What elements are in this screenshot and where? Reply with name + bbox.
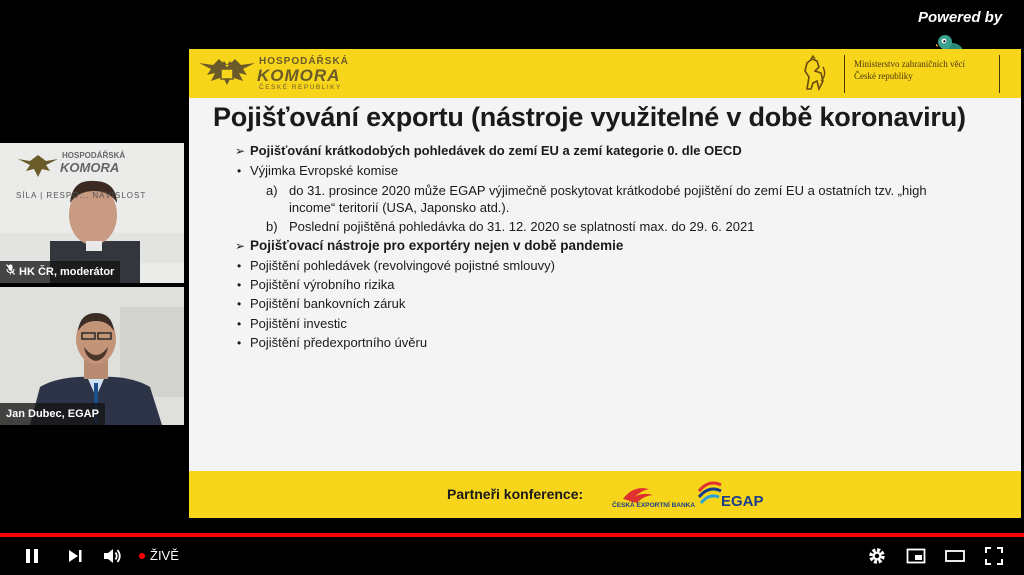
miniplayer-icon[interactable] [906,546,926,566]
ministry-name-line1: Ministerstvo zahraničních věcí [854,59,965,69]
list-marker: a) [266,183,278,198]
theater-mode-icon[interactable] [945,546,965,566]
backdrop-text-line3: SÍLA | RESPO... NÁVISLOST [16,191,147,200]
list-item: do 31. prosince 2020 může EGAP výjimečně poskytovat krátkodobé pojištění do zemí EU a ostatních tzv. „high [289,183,927,198]
pause-icon[interactable] [22,546,42,566]
next-icon[interactable] [65,546,85,566]
participant-tile-speaker [0,287,184,425]
participant-tile-moderator [0,143,184,283]
list-item: Pojištění předexportního úvěru [250,335,428,350]
komora-line3: ČESKÉ REPUBLIKY [259,84,342,91]
slide-footer [189,471,1021,518]
presentation-slide [189,49,1021,518]
list-marker: • [237,259,242,273]
progress-bar[interactable] [0,533,1024,537]
list-item: Poslední pojištěná pohledávka do 31. 12. 2020 se splatností max. do 29. 6. 2021 [289,219,755,234]
list-marker: • [237,317,242,331]
list-marker: • [237,164,242,178]
komora-line1: HOSPODÁŘSKÁ [259,56,349,67]
list-marker: • [237,278,242,292]
list-item: Výjimka Evropské komise [250,163,399,178]
list-item: income“ teritorií (USA, Japonsko atd.). [289,200,510,215]
volume-icon[interactable] [102,546,122,566]
ministry-divider-right [999,55,1000,93]
list-item: Pojištění bankovních záruk [250,296,406,311]
participant-name: Jan Dubec, EGAP [6,408,99,420]
ceb-name: ČESKÁ EXPORTNÍ BANKA [612,502,696,509]
komora-eagle-logo-icon [197,55,257,93]
slide-title: Pojišťování exportu (nástroje využitelné v době koronaviru) [213,102,966,132]
partners-label: Partneři konference: [447,486,584,502]
backdrop-text-line1: HOSPODÁŘSKÁ [62,151,126,160]
czech-lion-emblem-icon [799,55,829,93]
mic-muted-icon [6,264,15,275]
live-indicator-dot [139,553,145,559]
powered-by-label: Powered by [918,9,1003,26]
settings-icon[interactable] [867,546,887,566]
list-marker: ➢ [235,239,246,253]
participant-label [0,403,105,425]
ministry-name-line2: České republiky [854,71,913,81]
list-item: Pojištění pohledávek (revolvingové pojistné smlouvy) [250,258,555,273]
komora-line2: KOMORA [257,66,341,85]
participant-name: HK ČR, moderátor [19,266,115,278]
backdrop-text-line2: KOMORA [60,160,120,175]
list-item: Pojištění výrobního rizika [250,277,395,292]
list-marker: ➢ [235,144,246,158]
participant-label [0,261,120,283]
list-item: Pojišťování krátkodobých pohledávek do zemí EU a zemí kategorie 0. dle OECD [250,143,742,158]
list-marker: • [237,297,242,311]
list-marker: • [237,336,242,350]
list-item: Pojišťovací nástroje pro exportéry nejen v době pandemie [250,238,624,253]
egap-name: EGAP [721,493,764,510]
fullscreen-icon[interactable] [984,546,1004,566]
live-label[interactable]: ŽIVĚ [150,548,179,563]
list-item: Pojištění investic [250,316,347,331]
ministry-divider-left [844,55,845,93]
list-marker: b) [266,219,278,234]
